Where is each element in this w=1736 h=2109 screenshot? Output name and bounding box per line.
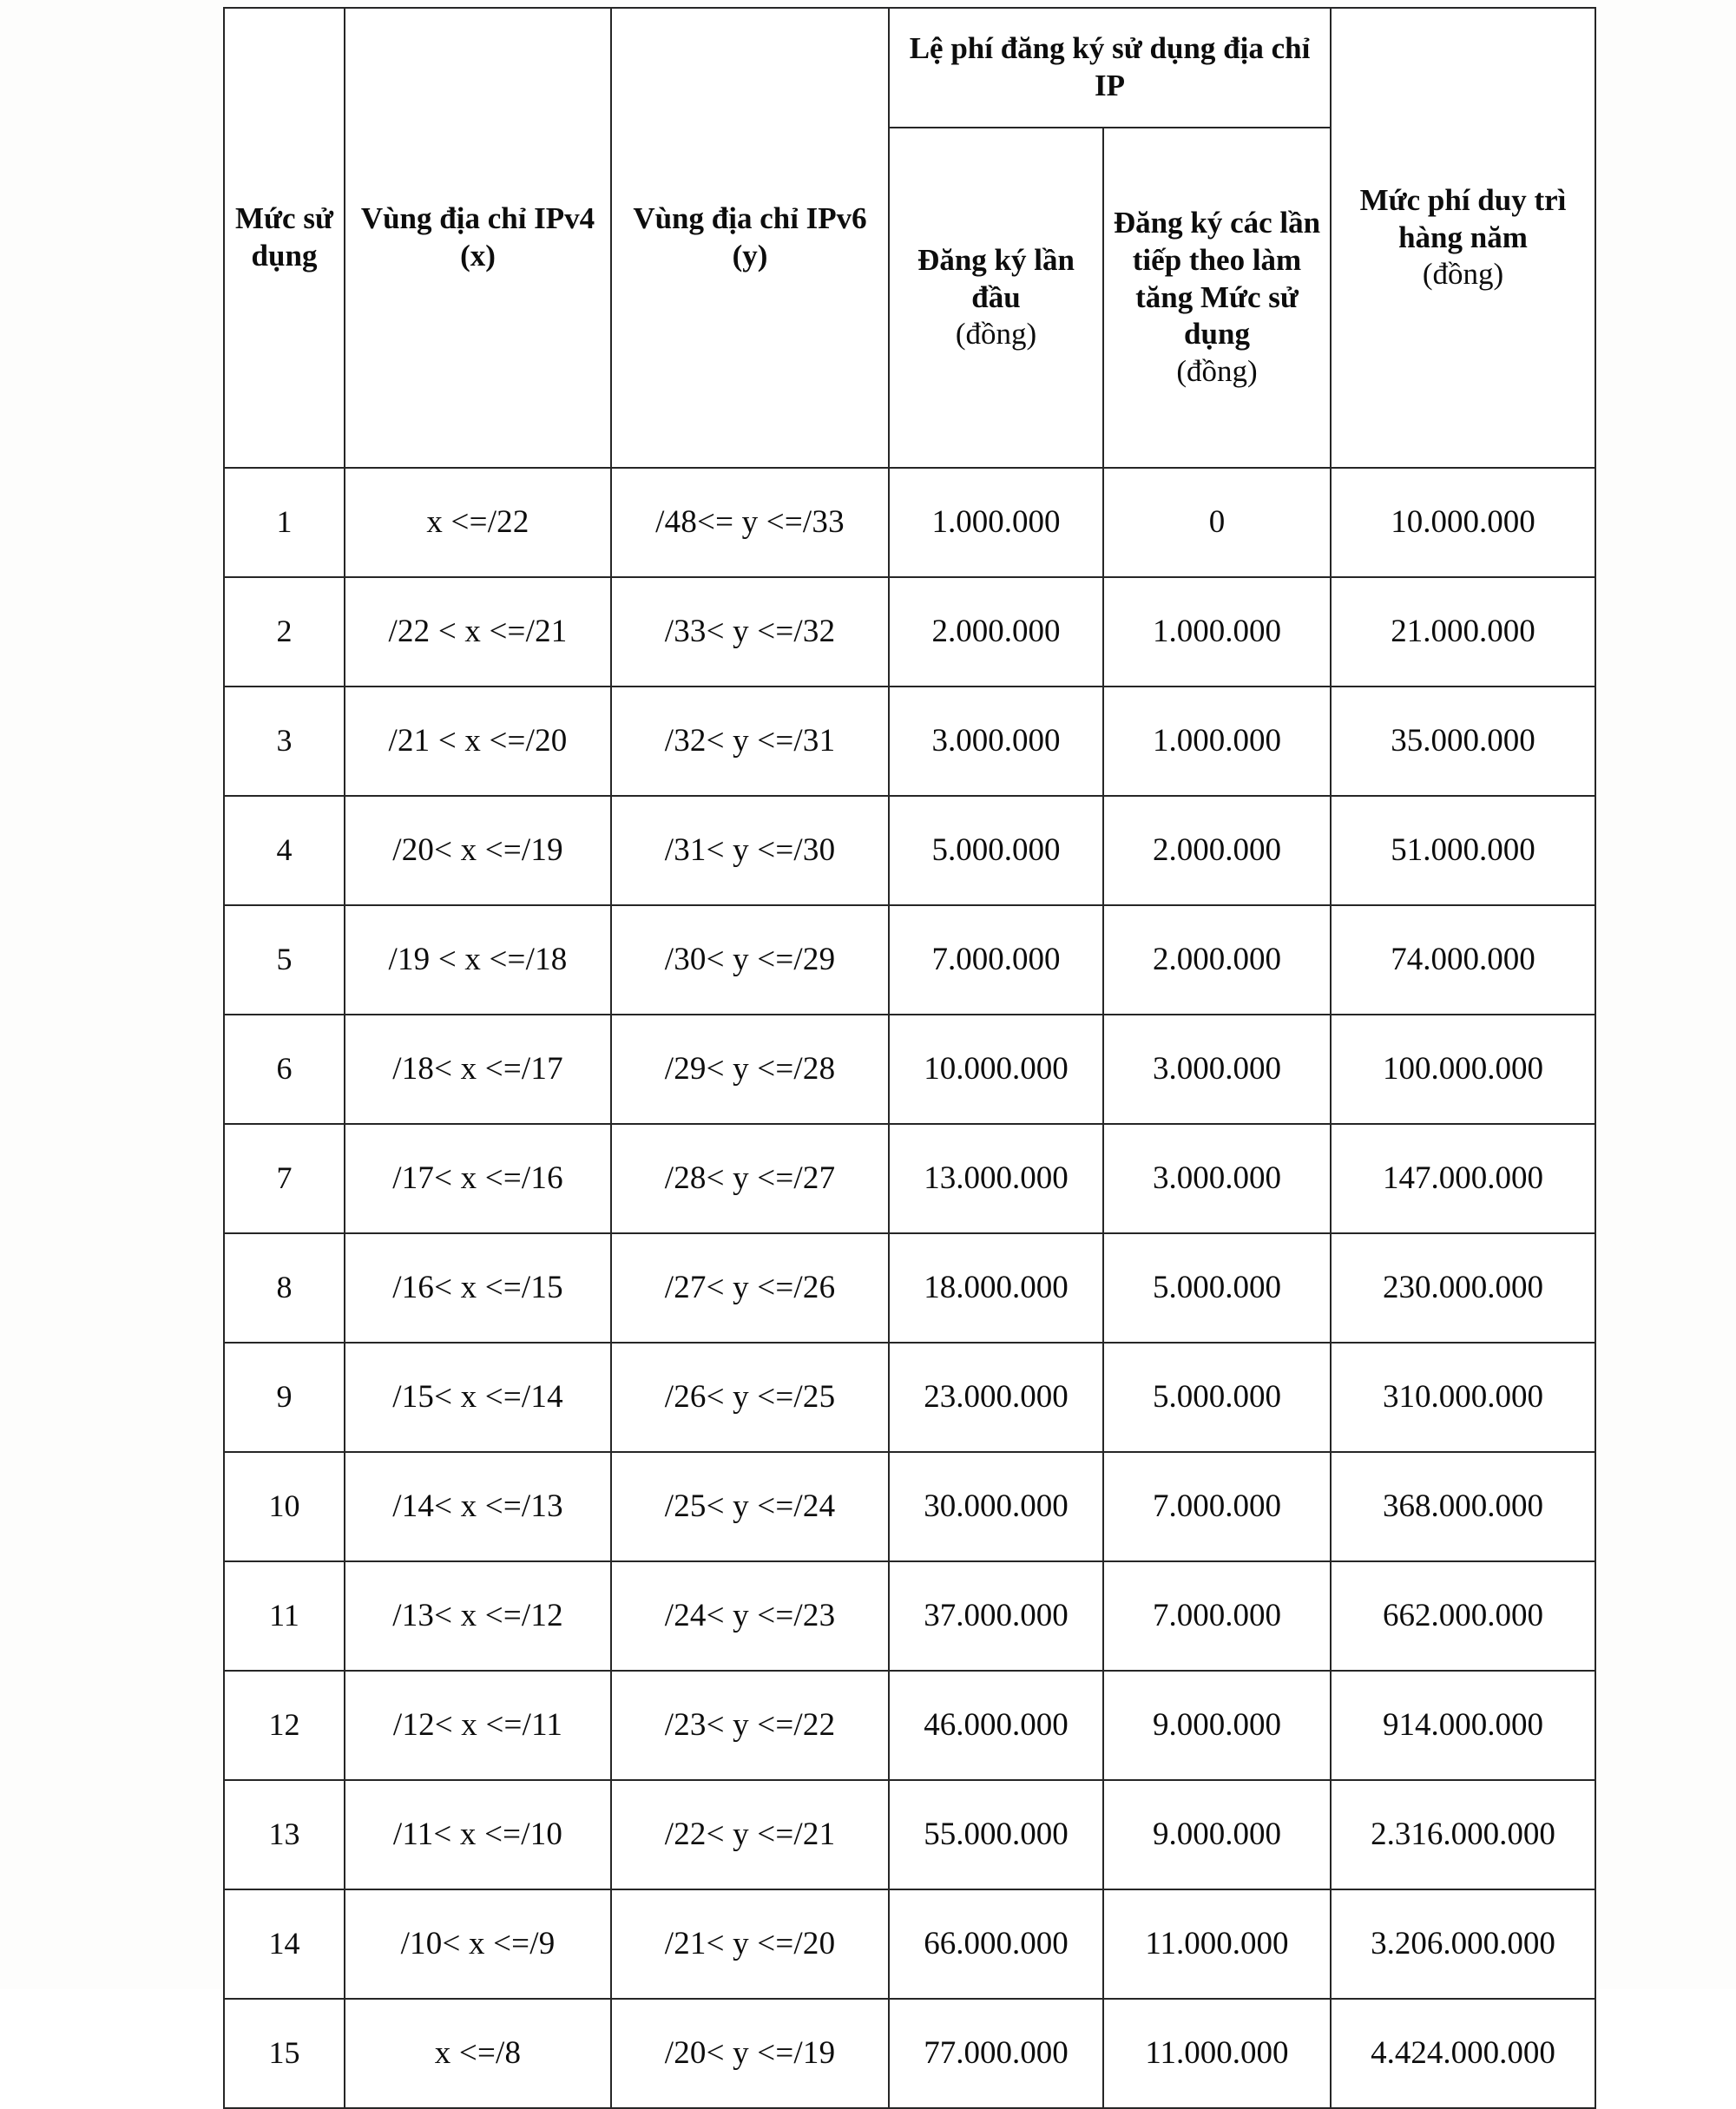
cell-annual-maintenance-fee: 100.000.000	[1331, 1015, 1595, 1124]
cell-level: 7	[224, 1124, 345, 1233]
cell-ipv4-range: x <=/22	[345, 468, 611, 577]
cell-subsequent-registration-fee: 9.000.000	[1103, 1780, 1331, 1889]
cell-first-registration-fee: 23.000.000	[889, 1343, 1103, 1452]
cell-annual-maintenance-fee: 35.000.000	[1331, 687, 1595, 796]
header-row-group	[224, 8, 1595, 128]
cell-ipv4-range: /16< x <=/15	[345, 1233, 611, 1343]
cell-level: 2	[224, 577, 345, 687]
cell-first-registration-fee: 1.000.000	[889, 468, 1103, 577]
cell-subsequent-registration-fee: 3.000.000	[1103, 1124, 1331, 1233]
cell-level: 4	[224, 796, 345, 905]
table-row	[224, 1671, 1595, 1780]
cell-ipv4-range: /11< x <=/10	[345, 1780, 611, 1889]
cell-first-registration-fee: 10.000.000	[889, 1015, 1103, 1124]
cell-annual-maintenance-fee: 147.000.000	[1331, 1124, 1595, 1233]
table-row	[224, 905, 1595, 1015]
cell-ipv4-range: /17< x <=/16	[345, 1124, 611, 1233]
cell-ipv6-range: /48<= y <=/33	[611, 468, 889, 577]
cell-level: 13	[224, 1780, 345, 1889]
table-row	[224, 1343, 1595, 1452]
cell-level: 3	[224, 687, 345, 796]
cell-level: 10	[224, 1452, 345, 1561]
first-registration-label: Đăng ký lần đầu	[917, 242, 1075, 314]
cell-first-registration-fee: 37.000.000	[889, 1561, 1103, 1671]
subsequent-registration-unit: (đồng)	[1176, 354, 1258, 389]
cell-annual-maintenance-fee: 2.316.000.000	[1331, 1780, 1595, 1889]
cell-ipv4-range: x <=/8	[345, 1999, 611, 2108]
cell-subsequent-registration-fee: 2.000.000	[1103, 796, 1331, 905]
cell-ipv6-range: /21< y <=/20	[611, 1889, 889, 1999]
cell-subsequent-registration-fee: 7.000.000	[1103, 1561, 1331, 1671]
annual-maintenance-unit: (đồng)	[1422, 257, 1504, 292]
cell-ipv6-range: /27< y <=/26	[611, 1233, 889, 1343]
cell-subsequent-registration-fee: 7.000.000	[1103, 1452, 1331, 1561]
cell-ipv6-range: /30< y <=/29	[611, 905, 889, 1015]
column-header-subsequent-registration	[1103, 128, 1331, 468]
cell-annual-maintenance-fee: 368.000.000	[1331, 1452, 1595, 1561]
cell-first-registration-fee: 18.000.000	[889, 1233, 1103, 1343]
column-header-level: Mức sử dụng	[224, 8, 345, 468]
annual-maintenance-label: Mức phí duy trì hàng năm	[1359, 182, 1567, 254]
cell-subsequent-registration-fee: 2.000.000	[1103, 905, 1331, 1015]
cell-annual-maintenance-fee: 51.000.000	[1331, 796, 1595, 905]
cell-ipv4-range: /21 < x <=/20	[345, 687, 611, 796]
cell-first-registration-fee: 2.000.000	[889, 577, 1103, 687]
cell-level: 12	[224, 1671, 345, 1780]
column-header-fee-group: Lệ phí đăng ký sử dụng địa chỉ IP	[889, 8, 1331, 128]
cell-ipv4-range: /10< x <=/9	[345, 1889, 611, 1999]
cell-ipv6-range: /32< y <=/31	[611, 687, 889, 796]
subsequent-registration-label: Đăng ký các lần tiếp theo làm tăng Mức sử dụng	[1113, 206, 1321, 352]
table-row	[224, 687, 1595, 796]
cell-annual-maintenance-fee: 914.000.000	[1331, 1671, 1595, 1780]
cell-first-registration-fee: 7.000.000	[889, 905, 1103, 1015]
ip-address-fee-table	[223, 7, 1596, 2109]
table-row	[224, 1780, 1595, 1889]
column-header-ipv4: Vùng địa chỉ IPv4 (x)	[345, 8, 611, 468]
cell-level: 15	[224, 1999, 345, 2108]
cell-first-registration-fee: 46.000.000	[889, 1671, 1103, 1780]
table-row	[224, 468, 1595, 577]
cell-annual-maintenance-fee: 4.424.000.000	[1331, 1999, 1595, 2108]
cell-ipv4-range: /18< x <=/17	[345, 1015, 611, 1124]
cell-annual-maintenance-fee: 662.000.000	[1331, 1561, 1595, 1671]
column-header-annual-maintenance	[1331, 8, 1595, 468]
first-registration-unit: (đồng)	[955, 317, 1037, 352]
table-row	[224, 1889, 1595, 1999]
table-row	[224, 1561, 1595, 1671]
cell-ipv6-range: /25< y <=/24	[611, 1452, 889, 1561]
cell-level: 8	[224, 1233, 345, 1343]
table-row	[224, 1015, 1595, 1124]
cell-annual-maintenance-fee: 10.000.000	[1331, 468, 1595, 577]
cell-ipv6-range: /29< y <=/28	[611, 1015, 889, 1124]
table-header	[224, 8, 1595, 468]
cell-subsequent-registration-fee: 5.000.000	[1103, 1233, 1331, 1343]
cell-level: 11	[224, 1561, 345, 1671]
table-body	[224, 468, 1595, 2108]
cell-ipv4-range: /20< x <=/19	[345, 796, 611, 905]
cell-subsequent-registration-fee: 11.000.000	[1103, 1889, 1331, 1999]
cell-first-registration-fee: 77.000.000	[889, 1999, 1103, 2108]
cell-ipv4-range: /14< x <=/13	[345, 1452, 611, 1561]
cell-ipv4-range: /15< x <=/14	[345, 1343, 611, 1452]
cell-subsequent-registration-fee: 9.000.000	[1103, 1671, 1331, 1780]
cell-subsequent-registration-fee: 11.000.000	[1103, 1999, 1331, 2108]
column-header-first-registration	[889, 128, 1103, 468]
cell-ipv4-range: /12< x <=/11	[345, 1671, 611, 1780]
cell-first-registration-fee: 3.000.000	[889, 687, 1103, 796]
table-row	[224, 796, 1595, 905]
cell-first-registration-fee: 55.000.000	[889, 1780, 1103, 1889]
cell-ipv4-range: /19 < x <=/18	[345, 905, 611, 1015]
cell-ipv6-range: /31< y <=/30	[611, 796, 889, 905]
cell-ipv4-range: /13< x <=/12	[345, 1561, 611, 1671]
cell-subsequent-registration-fee: 5.000.000	[1103, 1343, 1331, 1452]
cell-subsequent-registration-fee: 0	[1103, 468, 1331, 577]
cell-first-registration-fee: 13.000.000	[889, 1124, 1103, 1233]
table-row	[224, 1452, 1595, 1561]
cell-annual-maintenance-fee: 3.206.000.000	[1331, 1889, 1595, 1999]
cell-annual-maintenance-fee: 74.000.000	[1331, 905, 1595, 1015]
cell-first-registration-fee: 66.000.000	[889, 1889, 1103, 1999]
cell-annual-maintenance-fee: 310.000.000	[1331, 1343, 1595, 1452]
cell-level: 1	[224, 468, 345, 577]
cell-subsequent-registration-fee: 1.000.000	[1103, 577, 1331, 687]
cell-subsequent-registration-fee: 3.000.000	[1103, 1015, 1331, 1124]
cell-ipv6-range: /23< y <=/22	[611, 1671, 889, 1780]
cell-level: 5	[224, 905, 345, 1015]
cell-ipv4-range: /22 < x <=/21	[345, 577, 611, 687]
cell-level: 9	[224, 1343, 345, 1452]
cell-first-registration-fee: 30.000.000	[889, 1452, 1103, 1561]
cell-annual-maintenance-fee: 230.000.000	[1331, 1233, 1595, 1343]
cell-ipv6-range: /22< y <=/21	[611, 1780, 889, 1889]
cell-ipv6-range: /28< y <=/27	[611, 1124, 889, 1233]
cell-ipv6-range: /24< y <=/23	[611, 1561, 889, 1671]
cell-level: 14	[224, 1889, 345, 1999]
cell-ipv6-range: /26< y <=/25	[611, 1343, 889, 1452]
cell-ipv6-range: /20< y <=/19	[611, 1999, 889, 2108]
table-row	[224, 577, 1595, 687]
cell-annual-maintenance-fee: 21.000.000	[1331, 577, 1595, 687]
cell-subsequent-registration-fee: 1.000.000	[1103, 687, 1331, 796]
table-row	[224, 1233, 1595, 1343]
column-header-ipv6: Vùng địa chỉ IPv6 (y)	[611, 8, 889, 468]
cell-ipv6-range: /33< y <=/32	[611, 577, 889, 687]
table-row	[224, 1124, 1595, 1233]
cell-first-registration-fee: 5.000.000	[889, 796, 1103, 905]
table-row	[224, 1999, 1595, 2108]
cell-level: 6	[224, 1015, 345, 1124]
